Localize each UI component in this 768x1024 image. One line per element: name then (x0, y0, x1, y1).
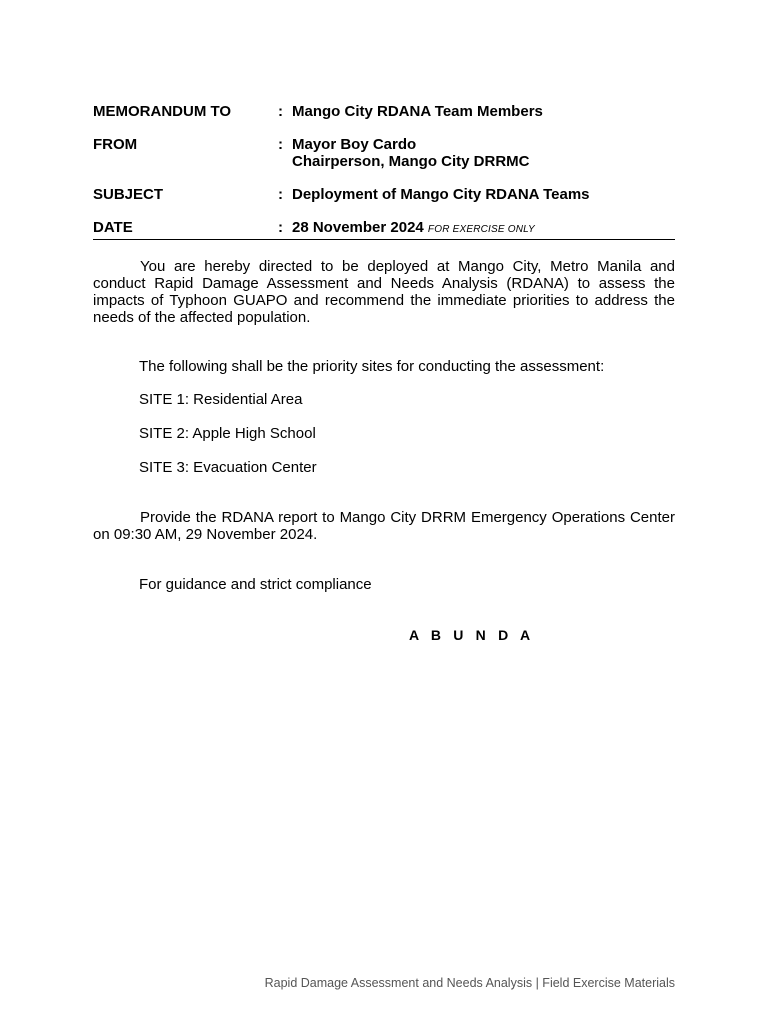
memo-to-value: Mango City RDANA Team Members (292, 103, 543, 120)
memo-subject-colon: : (278, 186, 283, 203)
memo-date-row (93, 219, 675, 240)
memo-to-row (93, 103, 675, 120)
page-footer: Rapid Damage Assessment and Needs Analysis | Field Exercise Materials (264, 976, 675, 990)
memo-date-colon: : (278, 219, 283, 236)
body-paragraph-compliance: For guidance and strict compliance (139, 576, 372, 593)
memo-subject-value: Deployment of Mango City RDANA Teams (292, 186, 590, 203)
signature: A B U N D A (409, 627, 535, 643)
memo-subject-row (93, 186, 675, 203)
memo-from-colon: : (278, 136, 283, 153)
memo-date-value: 28 November 2024 (292, 219, 424, 236)
memo-from-value (292, 136, 675, 170)
memo-header (93, 103, 675, 240)
memo-date-label: DATE (93, 219, 133, 236)
exercise-note: FOR EXERCISE ONLY (427, 224, 535, 235)
site-item-2: SITE 2: Apple High School (139, 425, 316, 442)
body-paragraph-priority-sites: The following shall be the priority sites for conducting the assessment: (139, 358, 605, 375)
memo-to-colon: : (278, 103, 283, 120)
memo-from-label: FROM (93, 136, 138, 153)
memo-from-title: Chairperson, Mango City DRRMC (292, 153, 530, 170)
site-item-3: SITE 3: Evacuation Center (139, 459, 317, 476)
body-paragraph-report: Provide the RDANA report to Mango City DRRM Emergency Operations Center on 09:30 AM, 29 November 2024. (93, 509, 675, 543)
memo-from-row (93, 136, 675, 170)
site-item-1: SITE 1: Residential Area (139, 391, 303, 408)
memo-date-value-wrap (292, 219, 675, 238)
memo-to-label: MEMORANDUM TO (93, 103, 232, 120)
body-paragraph-directive: You are hereby directed to be deployed at Mango City, Metro Manila and conduct Rapid Damage Assessment and Needs Analysis (RDANA) to assess the impacts of Typhoon GUAPO and recommend the immediate priorities to address the needs of the affected population. (93, 258, 675, 326)
memo-subject-label: SUBJECT (93, 186, 164, 203)
memo-from-name: Mayor Boy Cardo (292, 136, 417, 153)
